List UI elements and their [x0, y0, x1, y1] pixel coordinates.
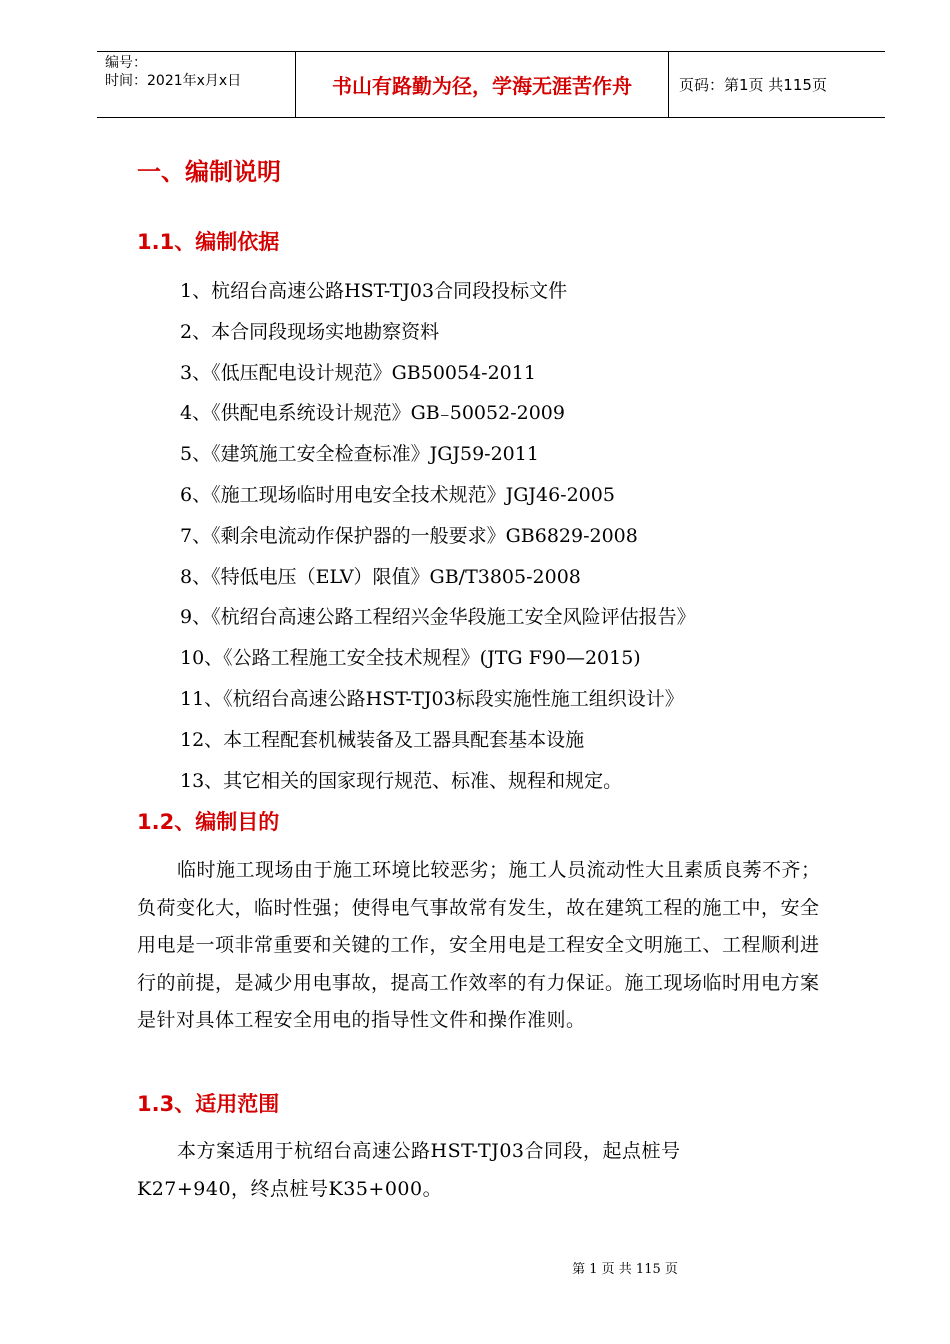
list-item: 12、本工程配套机械装备及工器具配套基本设施 — [180, 728, 585, 751]
list-item: 8、《特低电压（ELV）限值》GB/T3805-2008 — [180, 565, 581, 588]
section-title: 一、编制说明 — [137, 158, 281, 186]
list-item: 5、《建筑施工安全检查标准》JGJ59-2011 — [180, 443, 539, 466]
list-item: 2、本合同段现场实地勘察资料 — [180, 320, 440, 343]
purpose-paragraph — [137, 852, 837, 1040]
header-page-info: 页码：第1页 共115页 — [679, 76, 827, 94]
subsection-title-purpose: 1.2、编制目的 — [137, 810, 280, 834]
purpose-text: 临时施工现场由于施工环境比较恶劣；施工人员流动性大且素质良莠不齐；负荷变化大，临时性强；使得电气事故常有发生，故在建筑工程的施工中，安全用电是一项非常重要和关键的工作，安全用电是工程安全文明施工、工程顺利进行的前提，是减少用电事故，提高工作效率的有力保证。施工现场临时用电方案是针对具体工程安全用电的指导性文件和操作准则。 — [137, 859, 821, 1032]
list-item: 13、其它相关的国家现行规范、标准、规程和规定。 — [180, 769, 623, 792]
subsection-title-scope: 1.3、适用范围 — [137, 1092, 280, 1116]
list-item: 1、杭绍台高速公路HST-TJ03合同段投标文件 — [180, 280, 568, 302]
header-motto: 书山有路勤为径，学海无涯苦作舟 — [296, 52, 669, 117]
scope-text: 本方案适用于杭绍台高速公路HST-TJ03合同段，起点桩号K27+940，终点桩号K35+000。 — [137, 1140, 681, 1200]
page-footer: 第 1 页 共 115 页 — [572, 1262, 678, 1277]
list-item: 7、《剩余电流动作保护器的一般要求》GB6829-2008 — [180, 524, 638, 547]
list-item: 10、《公路工程施工安全技术规程》(JTG F90—2015) — [180, 647, 641, 670]
subsection-title-basis: 1.1、编制依据 — [137, 230, 280, 254]
list-item: 6、《施工现场临时用电安全技术规范》JGJ46-2005 — [180, 483, 615, 506]
scope-paragraph — [137, 1133, 777, 1208]
basis-list — [180, 278, 696, 808]
list-item: 4、《供配电系统设计规范》GB₋50052-2009 — [180, 402, 565, 425]
list-item: 9、《杭绍台高速公路工程绍兴金华段施工安全风险评估报告》 — [180, 606, 696, 629]
header-meta — [97, 52, 296, 117]
page-header — [97, 51, 885, 118]
list-item: 11、《杭绍台高速公路HST-TJ03标段实施性施工组织设计》 — [180, 687, 684, 710]
document-number-label: 编号： — [105, 55, 147, 71]
list-item: 3、《低压配电设计规范》GB50054-2011 — [180, 361, 536, 384]
document-time: 时间：2021年x月x日 — [105, 73, 242, 89]
